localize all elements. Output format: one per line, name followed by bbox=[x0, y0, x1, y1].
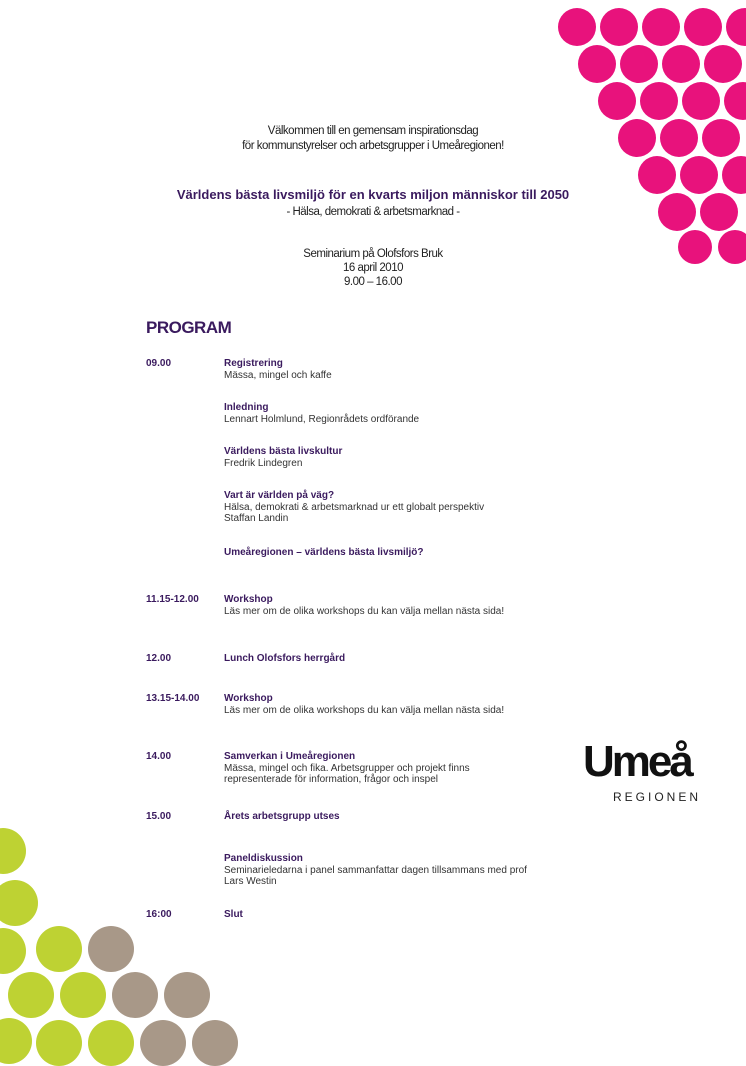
program-item-title: Registrering bbox=[224, 358, 283, 369]
page-headline: Världens bästa livsmiljö för en kvarts miljon människor till 2050 bbox=[176, 187, 570, 202]
program-item bbox=[224, 811, 644, 823]
program-item-title: Inledning bbox=[224, 402, 269, 413]
decor-dot bbox=[140, 1020, 186, 1066]
program-item-title: Workshop bbox=[224, 594, 273, 605]
program-item-title: Världens bästa livskultur bbox=[224, 446, 343, 457]
program-item bbox=[224, 547, 644, 559]
logo-wordmark: Umeå bbox=[583, 737, 691, 786]
decor-dot bbox=[36, 926, 82, 972]
program-item-title: Slut bbox=[224, 909, 243, 920]
decor-dot bbox=[726, 8, 746, 46]
decor-dot bbox=[620, 45, 658, 83]
program-item bbox=[224, 594, 644, 617]
venue-line: Seminarium på Olofsfors Bruk bbox=[303, 248, 443, 260]
program-time: 09.00 bbox=[146, 358, 172, 369]
program-item-title: Lunch Olofsfors herrgård bbox=[224, 653, 346, 664]
decor-dot bbox=[682, 82, 720, 120]
program-item-title: Vart är världen på väg? bbox=[224, 490, 335, 501]
decor-dot bbox=[724, 82, 746, 120]
decor-dot bbox=[662, 45, 700, 83]
decor-dot bbox=[192, 1020, 238, 1066]
decor-dot bbox=[88, 926, 134, 972]
decor-dot bbox=[642, 8, 680, 46]
program-item-desc: Seminarieledarna i panel sammanfattar dagen tillsammans med prof bbox=[224, 864, 527, 876]
program-item-desc: Lennart Holmlund, Regionrådets ordförande bbox=[224, 413, 420, 425]
program-item bbox=[224, 402, 644, 425]
program-item bbox=[224, 446, 644, 469]
decor-dot bbox=[36, 1020, 82, 1066]
program-item bbox=[224, 751, 644, 786]
program-item-desc: Mässa, mingel och kaffe bbox=[224, 369, 332, 381]
program-item-desc: Fredrik Lindegren bbox=[224, 457, 303, 469]
program-item-title: Umeåregionen – världens bästa livsmiljö? bbox=[224, 547, 424, 558]
program-item bbox=[224, 653, 644, 665]
program-item-title: Paneldiskussion bbox=[224, 853, 303, 864]
decor-dot bbox=[60, 972, 106, 1018]
program-item bbox=[224, 909, 644, 921]
intro-line-2: för kommunstyrelser och arbetsgrupper i Umeåregionen! bbox=[242, 140, 504, 152]
decor-dot bbox=[578, 45, 616, 83]
decor-dot bbox=[600, 8, 638, 46]
decor-dot bbox=[640, 82, 678, 120]
decor-dot bbox=[0, 1018, 32, 1064]
program-time: 16:00 bbox=[146, 909, 172, 920]
time-span-line: 9.00 – 16.00 bbox=[344, 276, 402, 288]
decor-dot bbox=[8, 972, 54, 1018]
program-time: 15.00 bbox=[146, 811, 172, 822]
program-item-title: Samverkan i Umeåregionen bbox=[224, 751, 356, 762]
program-item bbox=[224, 358, 644, 381]
decor-dot bbox=[112, 972, 158, 1018]
logo-subtitle: REGIONEN bbox=[613, 790, 702, 804]
date-line: 16 april 2010 bbox=[343, 262, 403, 274]
program-item-desc-cont: representerade för information, frågor och inspel bbox=[224, 774, 439, 785]
program-item bbox=[224, 693, 644, 716]
program-item-desc-cont: Lars Westin bbox=[224, 876, 277, 887]
program-item-title: Workshop bbox=[224, 693, 273, 704]
decor-dot bbox=[558, 8, 596, 46]
program-item bbox=[224, 853, 644, 888]
decor-dot bbox=[164, 972, 210, 1018]
program-item-title: Årets arbetsgrupp utses bbox=[224, 811, 340, 822]
program-time: 13.15-14.00 bbox=[146, 693, 200, 704]
umea-regionen-logo bbox=[583, 737, 733, 804]
program-time: 11.15-12.00 bbox=[146, 594, 199, 605]
decor-dot bbox=[704, 45, 742, 83]
decor-dot bbox=[0, 928, 26, 974]
program-item bbox=[224, 490, 644, 525]
program-time: 14.00 bbox=[146, 751, 172, 762]
program-heading: PROGRAM bbox=[146, 318, 232, 337]
program-item-desc: Läs mer om de olika workshops du kan välja mellan nästa sida! bbox=[224, 704, 505, 716]
program-item-desc: Hälsa, demokrati & arbetsmarknad ur ett globalt perspektiv bbox=[224, 501, 485, 513]
decor-dot bbox=[88, 1020, 134, 1066]
program-item-speaker: Staffan Landin bbox=[224, 513, 289, 524]
program-item-desc: Läs mer om de olika workshops du kan välja mellan nästa sida! bbox=[224, 605, 505, 617]
decor-dot bbox=[598, 82, 636, 120]
page-subheadline: - Hälsa, demokrati & arbetsmarknad - bbox=[286, 206, 460, 218]
intro-line-1: Välkommen till en gemensam inspirationsdag bbox=[267, 125, 479, 137]
program-item-desc: Mässa, mingel och fika. Arbetsgrupper och projekt finns bbox=[224, 762, 470, 774]
decor-dot bbox=[0, 880, 38, 926]
decor-dot bbox=[0, 828, 26, 874]
decor-dot bbox=[684, 8, 722, 46]
program-time: 12.00 bbox=[146, 653, 172, 664]
